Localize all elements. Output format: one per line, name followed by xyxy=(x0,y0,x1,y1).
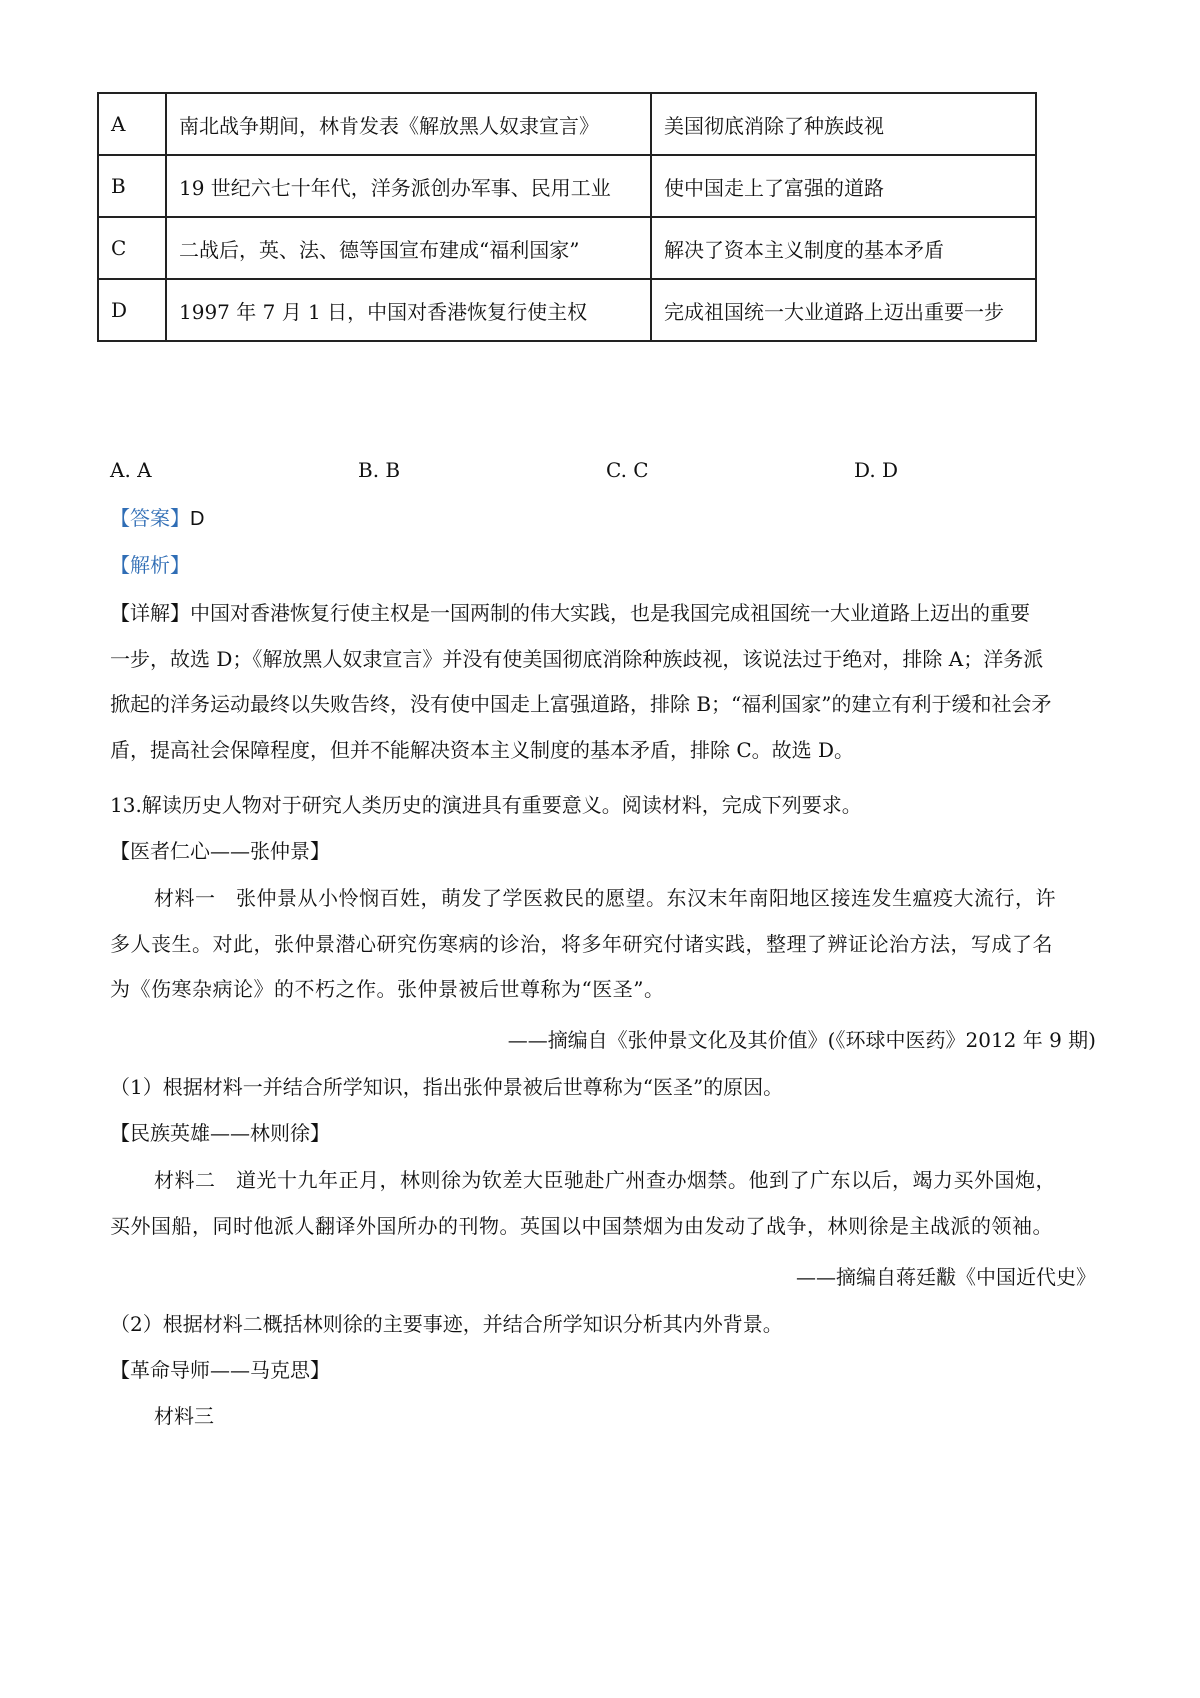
material-line: 买外国船，同时他派人翻译外国所办的刊物。英国以中国禁烟为由发动了战争，林则徐是主战派的领袖。 xyxy=(110,1213,1053,1238)
options-table xyxy=(97,92,1037,342)
analysis-label: 【解析】 xyxy=(110,553,190,577)
material-line: 为《伤寒杂病论》的不朽之作。张仲景被后世尊称为“医圣”。 xyxy=(110,977,665,1001)
detail-line: 盾，提高社会保障程度，但并不能解决资本主义制度的基本矛盾，排除 C。故选 D。 xyxy=(110,737,855,762)
row-event: 二战后，英、法、德等国宣布建成“福利国家” xyxy=(166,217,651,279)
table-row xyxy=(98,217,1036,279)
detail-paragraph xyxy=(110,591,1100,773)
choice-a: A. A xyxy=(110,458,152,482)
question-1: （1）根据材料一并结合所学知识，指出张仲景被后世尊称为“医圣”的原因。 xyxy=(110,1075,784,1099)
material-2 xyxy=(110,1158,1100,1249)
answer-value: D xyxy=(190,508,205,530)
material-1 xyxy=(110,876,1100,1013)
detail-line: 一步，故选 D；《解放黑人奴隶宣言》并没有使美国彻底消除种族歧视，该说法过于绝对，排除 A；洋务派 xyxy=(110,646,1044,671)
row-result: 使中国走上了富强的道路 xyxy=(651,155,1036,217)
row-letter: C xyxy=(98,217,166,279)
detail-line: 【详解】中国对香港恢复行使主权是一国两制的伟大实践，也是我国完成祖国统一大业道路上迈出的重要 xyxy=(110,601,1030,625)
choice-c: C. C xyxy=(606,458,649,482)
row-letter: B xyxy=(98,155,166,217)
table-row xyxy=(98,93,1036,155)
choice-b: B. B xyxy=(358,458,401,482)
row-result: 解决了资本主义制度的基本矛盾 xyxy=(651,217,1036,279)
row-result: 美国彻底消除了种族歧视 xyxy=(651,93,1036,155)
answer-label: 【答案】 xyxy=(110,506,190,530)
material-line: 材料二 道光十九年正月，林则徐为钦差大臣驰赴广州查办烟禁。他到了广东以后，竭力买外国炮， xyxy=(154,1168,1056,1192)
question-2: （2）根据材料二概括林则徐的主要事迹，并结合所学知识分析其内外背景。 xyxy=(110,1312,783,1336)
row-event: 南北战争期间，林肯发表《解放黑人奴隶宣言》 xyxy=(166,93,651,155)
source-citation: ——摘编自蒋廷黻《中国近代史》 xyxy=(796,1265,1096,1289)
section-heading: 【革命导师——马克思】 xyxy=(110,1358,330,1382)
row-letter: D xyxy=(98,279,166,341)
row-letter: A xyxy=(98,93,166,155)
material-line: 多人丧生。对此，张仲景潜心研究伤寒病的诊治，将多年研究付诸实践，整理了辨证论治方法，写成了名 xyxy=(110,931,1053,956)
table-row xyxy=(98,155,1036,217)
material-3-label: 材料三 xyxy=(154,1404,214,1428)
choice-d: D. D xyxy=(854,458,899,482)
row-result: 完成祖国统一大业道路上迈出重要一步 xyxy=(651,279,1036,341)
section-heading: 【民族英雄——林则徐】 xyxy=(110,1121,330,1145)
material-line: 材料一 张仲景从小怜悯百姓，萌发了学医救民的愿望。东汉末年南阳地区接连发生瘟疫大流行，许 xyxy=(154,886,1056,910)
detail-line: 掀起的洋务运动最终以失败告终，没有使中国走上富强道路，排除 B；“福利国家”的建立有利于缓和社会矛 xyxy=(110,692,1052,716)
table-row xyxy=(98,279,1036,341)
section-heading: 【医者仁心——张仲景】 xyxy=(110,839,330,863)
question-13-intro: 13.解读历史人物对于研究人类历史的演进具有重要意义。阅读材料，完成下列要求。 xyxy=(110,793,862,817)
row-event: 1997 年 7 月 1 日，中国对香港恢复行使主权 xyxy=(166,279,651,341)
row-event: 19 世纪六七十年代，洋务派创办军事、民用工业 xyxy=(166,155,651,217)
answer-line xyxy=(110,503,204,534)
answer-choices xyxy=(110,458,1110,488)
source-citation: ——摘编自《张仲景文化及其价值》(《环球中医药》2012 年 9 期) xyxy=(507,1028,1096,1052)
